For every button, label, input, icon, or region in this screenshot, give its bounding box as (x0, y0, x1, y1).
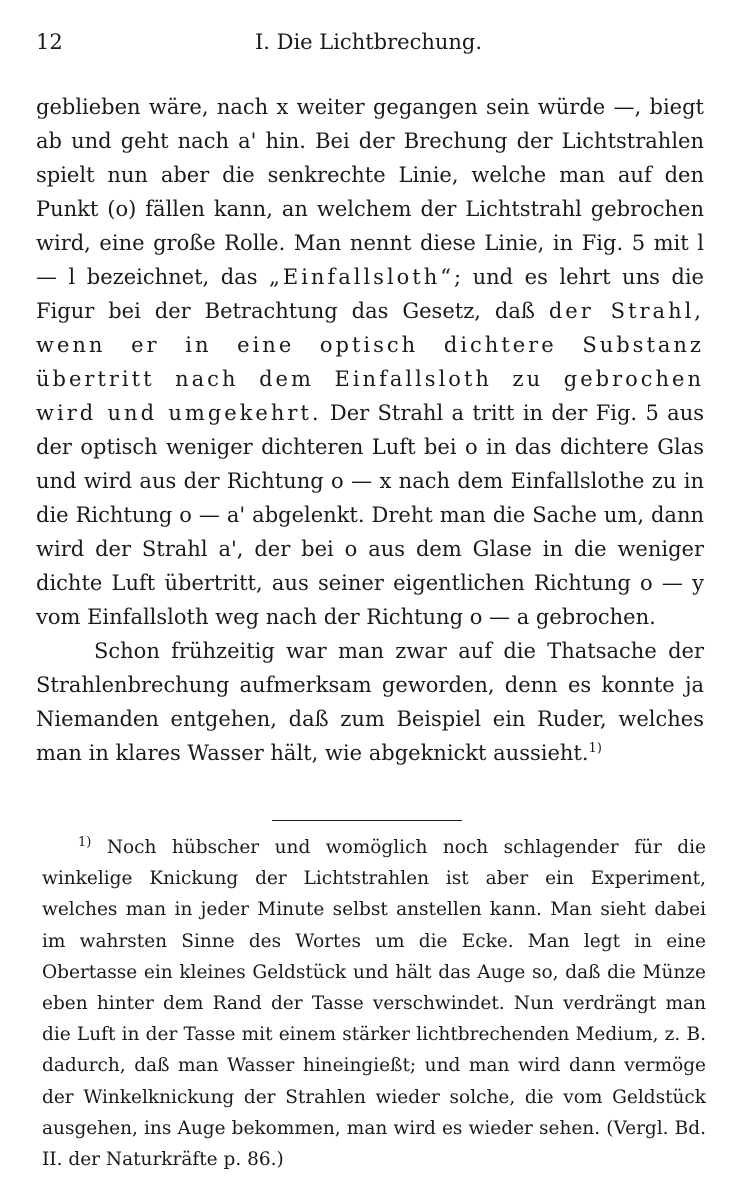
footnote-paragraph (42, 832, 706, 1175)
page-header (36, 30, 701, 64)
paragraph-1 (36, 90, 704, 634)
paragraph-2 (36, 634, 704, 770)
refraction-law: der Strahl, wenn er in eine optisch dichtere Substanz übertritt nach dem Einfallsloth zu gebrochen wird und umgekehrt. (36, 299, 704, 425)
paragraph-1-part-a: geblieben wäre, nach x weiter gegangen sein würde —, biegt ab und geht nach a' hin. Bei der Brechung der Lichtstrahlen spielt nun aber die senkrechte Linie, welche man auf den Punkt (o) fällen kann, an welchem der Lichtstrahl gebrochen wird, eine große Rolle. Man nennt diese Linie, in Fig. 5 mit l — l bezeichnet, das (36, 95, 704, 289)
page-number: 12 (36, 30, 63, 54)
main-text (36, 90, 704, 770)
footnote-divider (272, 820, 462, 821)
footnote-reference: 1) (588, 741, 602, 756)
footnote-text: Noch hübscher und womöglich noch schlagender für die winkelige Knickung der Lichtstrahlen ist aber ein Experiment, welches man in jeder Minute selbst anstellen kann. Man sieht dabei im wahrsten Sinne des Wortes um die Ecke. Man legt in eine Obertasse ein kleines Geldstück und hält das Auge so, daß die Münze eben hinter dem Rand der Tasse verschwindet. Nun verdrängt man die Luft in der Tasse mit einem stärker lichtbrechenden Medium, z. B. dadurch, daß man Wasser hineingießt; und man wird dann vermöge der Winkelknickung der Strahlen wieder solche, die vom Geldstück ausgehen, ins Auge bekommen, man wird es wieder sehen. (Vergl. Bd. II. der Naturkräfte p. 86.) (42, 837, 706, 1171)
footnote (42, 832, 706, 1175)
footnote-marker: 1) (78, 834, 92, 850)
paragraph-1-part-b: ; und es lehrt uns die Figur bei der Betrachtung das Gesetz, daß (36, 265, 704, 323)
term-einfallsloth: „Einfallsloth“ (269, 265, 455, 289)
paragraph-1-part-c: Der Strahl a tritt in der Fig. 5 aus der optisch weniger dichteren Luft bei o in das dichtere Glas und wird aus der Richtung o — x nach dem Einfallslothe zu in die Richtung o — a' abgelenkt. Dreht man die Sache um, dann wird der Strahl a', der bei o aus dem Glase in die weniger dichte Luft übertritt, aus seiner eigentlichen Richtung o — y vom Einfallsloth weg nach der Richtung o — a gebrochen. (36, 401, 705, 629)
paragraph-2-text: Schon frühzeitig war man zwar auf die Thatsache der Strahlenbrechung aufmerksam geworden, denn es konnte ja Niemanden entgehen, daß zum Beispiel ein Ruder, welches man in klares Wasser hält, wie abgeknickt aussieht. (36, 639, 704, 765)
running-title: I. Die Lichtbrechung. (254, 30, 483, 54)
